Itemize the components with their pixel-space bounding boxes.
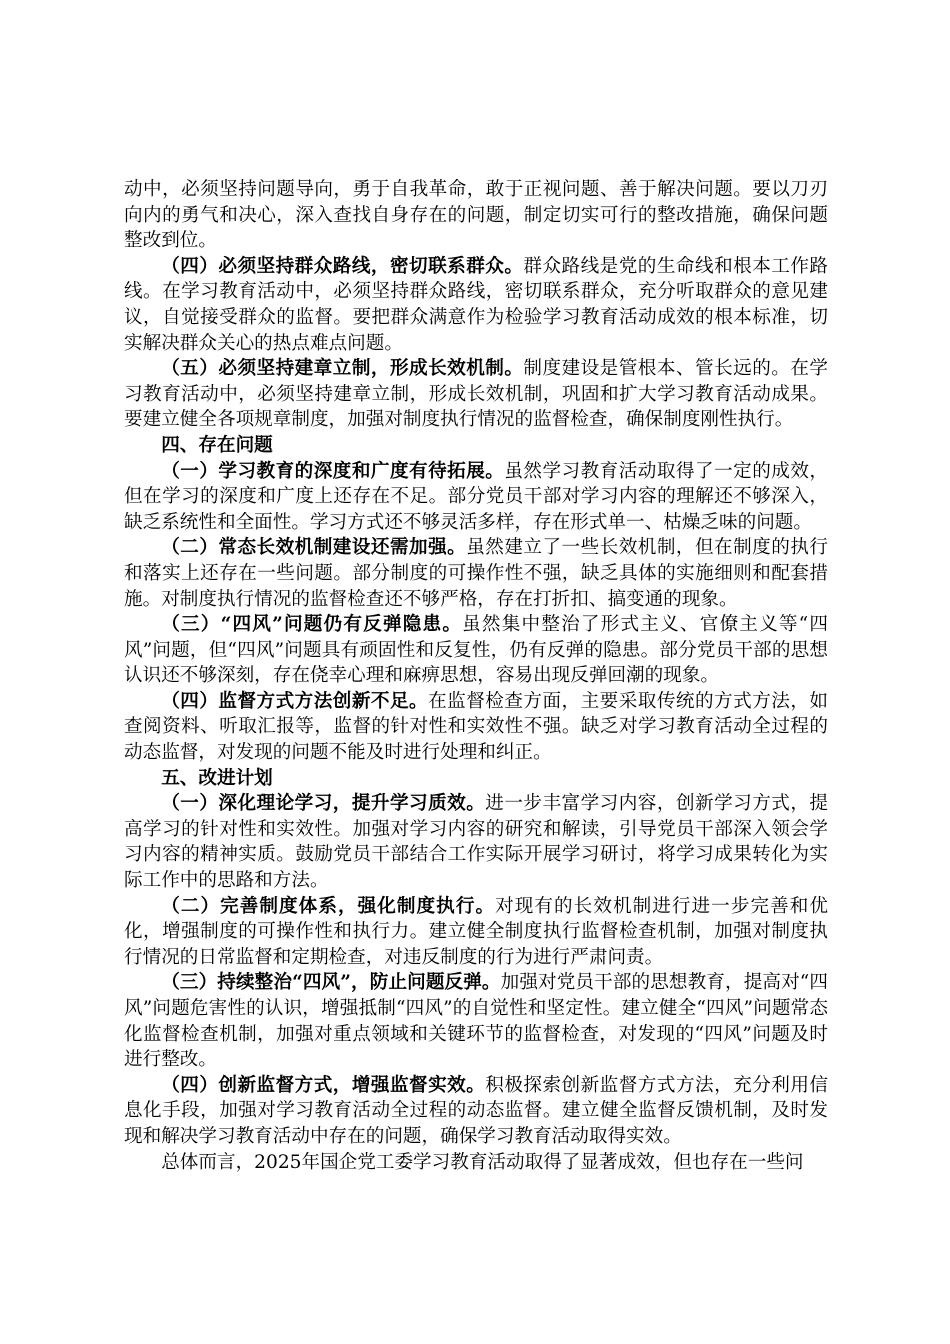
plan-3-body: 加强对党员干部的思想教育，提高对“四风”问题危害性的认识，增强抵制“四风”的自觉性和坚定性。建立健全“四风”问题常态化监督检查机制，加强对重点领域和关键环节的监督检查，对发现的“四风”问题及时进行整改。 <box>124 972 828 1071</box>
principle-4-paragraph <box>124 254 828 356</box>
principle-4-body: 群众路线是党的生命线和根本工作路线。在学习教育活动中，必须坚持群众路线，密切联系群众，充分听取群众的意见建议，自觉接受群众的监督。要把群众满意作为检验学习教育活动成效的根本标准，切实解决群众关心的热点难点问题。 <box>124 255 828 354</box>
intro-continuation-paragraph: 动中，必须坚持问题导向，勇于自我革命，敢于正视问题、善于解决问题。要以刀刃向内的勇气和决心，深入查找自身存在的问题，制定切实可行的整改措施，确保问题整改到位。 <box>124 179 828 252</box>
issue-3-heading: （三）“四风”问题仍有反弹隐患。 <box>161 614 463 636</box>
issue-2-paragraph <box>124 535 828 612</box>
issue-3-body: 虽然集中整治了形式主义、官僚主义等“四风”问题，但“四风”问题具有顽固性和反复性，仍有反弹的隐患。部分党员干部的思想认识还不够深刻，存在侥幸心理和麻痹思想，容易出现反弹回潮的现象。 <box>124 614 828 687</box>
plan-2-heading: （二）完善制度体系，强化制度执行。 <box>161 895 496 917</box>
plan-3-heading: （三）持续整治“四风”，防止问题反弹。 <box>161 972 501 994</box>
principle-5-body: 制度建设是管根本、管长远的。在学习教育活动中，必须坚持建章立制，形成长效机制，巩固和扩大学习教育活动成果。要建立健全各项规章制度，加强对制度执行情况的监督检查，确保制度刚性执行。 <box>124 358 828 431</box>
issue-1-heading: （一）学习教育的深度和广度有待拓展。 <box>161 460 505 482</box>
principle-5-paragraph <box>124 356 828 433</box>
issue-1-body: 虽然学习教育活动取得了一定的成效，但在学习的深度和广度上还存在不足。部分党员干部对学习内容的理解还不够深入，缺乏系统性和全面性。学习方式还不够灵活多样，存在形式单一、枯燥乏味的问题。 <box>124 460 828 533</box>
document-page <box>124 177 828 1175</box>
plan-3-paragraph <box>124 970 828 1072</box>
plan-4-body: 积极探索创新监督方式方法，充分利用信息化手段，加强对学习教育活动全过程的动态监督。建立健全监督反馈机制，及时发现和解决学习教育活动中存在的问题，确保学习教育活动取得实效。 <box>124 1074 828 1147</box>
principle-4-heading: （四）必须坚持群众路线，密切联系群众。 <box>161 255 524 277</box>
principle-5-heading: （五）必须坚持建章立制，形成长效机制。 <box>161 358 524 380</box>
plan-4-paragraph <box>124 1073 828 1150</box>
plan-2-body: 对现有的长效机制进行进一步完善和优化，增强制度的可操作性和执行力。建立健全制度执行监督检查机制，加强对制度执行情况的日常监督和定期检查，对违反制度的行为进行严肃问责。 <box>124 895 828 968</box>
plan-2-paragraph <box>124 894 828 971</box>
plan-1-paragraph <box>124 791 828 893</box>
section-5-title: 五、改进计划 <box>161 767 273 789</box>
issue-3-paragraph <box>124 612 828 689</box>
plan-1-body: 进一步丰富学习内容，创新学习方式，提高学习的针对性和实效性。加强对学习内容的研究和解读，引导党员干部深入领会学习内容的精神实质。鼓励党员干部结合工作实际开展学习研讨，将学习成果转化为实际工作中的思路和方法。 <box>124 793 828 892</box>
plan-4-heading: （四）创新监督方式，增强监督实效。 <box>161 1074 486 1096</box>
issue-4-body: 在监督检查方面，主要采取传统的方式方法，如查阅资料、听取汇报等，监督的针对性和实效性不强。缺乏对学习教育活动全过程的动态监督，对发现的问题不能及时进行处理和纠正。 <box>124 690 828 764</box>
issue-2-heading: （二）常态长效机制建设还需加强。 <box>161 537 467 559</box>
issue-4-heading: （四）监督方式方法创新不足。 <box>161 690 429 712</box>
issue-1-paragraph <box>124 459 828 536</box>
conclusion-paragraph: 总体而言，2025年国企党工委学习教育活动取得了显著成效，但也存在一些问 <box>161 1151 804 1173</box>
issue-4-paragraph <box>124 689 828 766</box>
plan-1-heading: （一）深化理论学习，提升学习质效。 <box>161 793 486 815</box>
issue-2-body: 虽然建立了一些长效机制，但在制度的执行和落实上还存在一些问题。部分制度的可操作性不强，缺乏具体的实施细则和配套措施。对制度执行情况的监督检查还不够严格，存在打折扣、搞变通的现象。 <box>124 537 828 610</box>
section-4-title: 四、存在问题 <box>161 434 273 456</box>
